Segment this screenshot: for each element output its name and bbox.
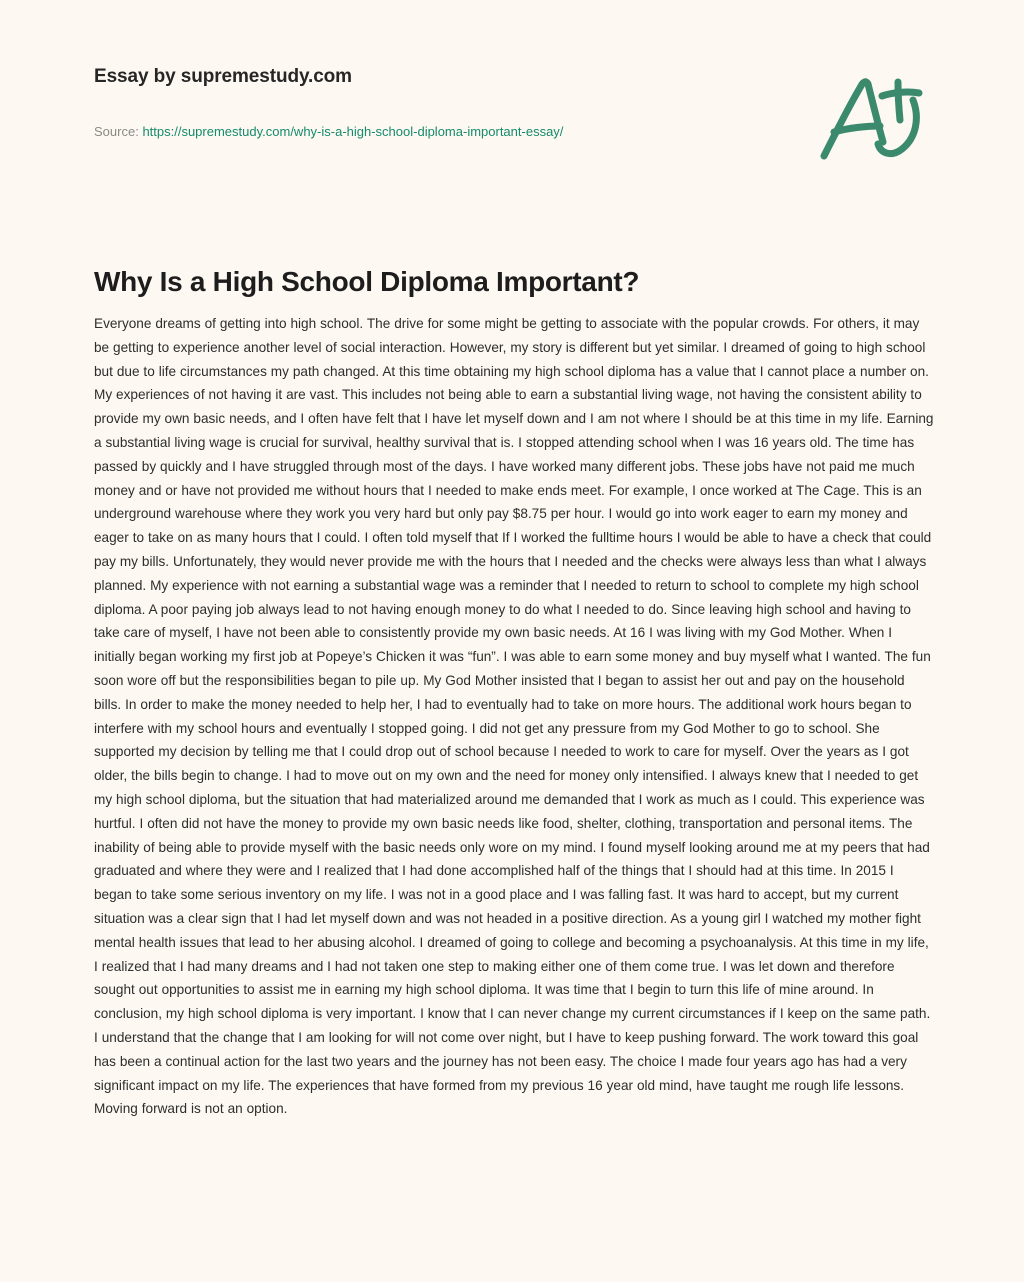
page-title: Why Is a High School Diploma Important? xyxy=(94,265,640,297)
page-header xyxy=(0,0,1024,180)
source-line xyxy=(94,124,563,140)
source-label: Source: xyxy=(94,124,139,139)
essay-body xyxy=(94,312,935,1121)
site-byline: Essay by supremestudy.com xyxy=(94,66,352,87)
a-plus-logo-icon xyxy=(812,72,928,164)
source-url-link[interactable]: https://supremestudy.com/why-is-a-high-school-diploma-important-essay/ xyxy=(142,124,564,139)
essay-paragraph: Everyone dreams of getting into high school. The drive for some might be getting to associate with the popular crowds. For others, it may be getting to experience another level of social interaction. However, my story is different but yet similar. I dreamed of going to high school but due to life circumstances my path changed. At this time obtaining my high school diploma has a value that I cannot place a number on. My experiences of not having it are vast. This includes not being able to earn a substantial living wage, not having the consistent ability to provide my own basic needs, and I often have felt that I have let myself down and I am not where I should be at this time in my life. Earning a substantial living wage is crucial for survival, healthy survival that is. I stopped attending school when I was 16 years old. The time has passed by quickly and I have struggled through most of the days. I have worked many different jobs. These jobs have not paid me much money and or have not provided me without hours that I needed to make ends meet. For example, I once worked at The Cage. This is an underground warehouse where they work you very hard but only pay $8.75 per hour. I would go into work eager to earn my money and eager to take on as many hours that I could. I often told myself that If I worked the fulltime hours I would be able to have a check that could pay my bills. Unfortunately, they would never provide me with the hours that I needed and the checks were always less than what I always planned. My experience with not earning a substantial wage was a reminder that I needed to return to school to complete my high school diploma. A poor paying job always lead to not having enough money to do what I needed to do. Since leaving high school and having to take care of myself, I have not been able to consistently provide my own basic needs. At 16 I was living with my God Mother. When I initially began working my first job at Popeye’s Chicken it was “fun”. I was able to earn some money and buy myself what I wanted. The fun soon wore off but the responsibilities began to pile up. My God Mother insisted that I began to assist her out and pay on the household bills. In order to make the money needed to help her, I had to eventually had to take on more hours. The additional work hours began to interfere with my school hours and eventually I stopped going. I did not get any pressure from my God Mother to go to school. She supported my decision by telling me that I could drop out of school because I needed to work to care for myself. Over the years as I got older, the bills begin to change. I had to move out on my own and the need for money only intensified. I always knew that I needed to get my high school diploma, but the situation that had materialized around me demanded that I work as much as I could. This experience was hurtful. I often did not have the money to provide my own basic needs like food, shelter, clothing, transportation and personal items. The inability of being able to provide myself with the basic needs only wore on my mind. I found myself looking around me at my peers that had graduated and where they were and I realized that I had done accomplished half of the things that I should had at this time. In 2015 I began to take some serious inventory on my life. I was not in a good place and I was falling fast. It was hard to accept, but my current situation was a clear sign that I had let myself down and was not headed in a positive direction. As a young girl I watched my mother fight mental health issues that lead to her abusing alcohol. I dreamed of going to college and becoming a psychoanalysis. At this time in my life, I realized that I had many dreams and I had not taken one step to making either one of them come true. I was let down and therefore sought out opportunities to assist me in earning my high school diploma. It was time that I begin to turn this life of mine around. In conclusion, my high school diploma is very important. I know that I can never change my current circumstances if I keep on the same path. I understand that the change that I am looking for will not come over night, but I have to keep pushing forward. The work toward this goal has been a continual action for the last two years and the journey has not been easy. The choice I made four years ago has had a very significant impact on my life. The experiences that have formed from my previous 16 year old mind, have taught me rough life lessons. Moving forward is not an option. xyxy=(94,316,934,1117)
